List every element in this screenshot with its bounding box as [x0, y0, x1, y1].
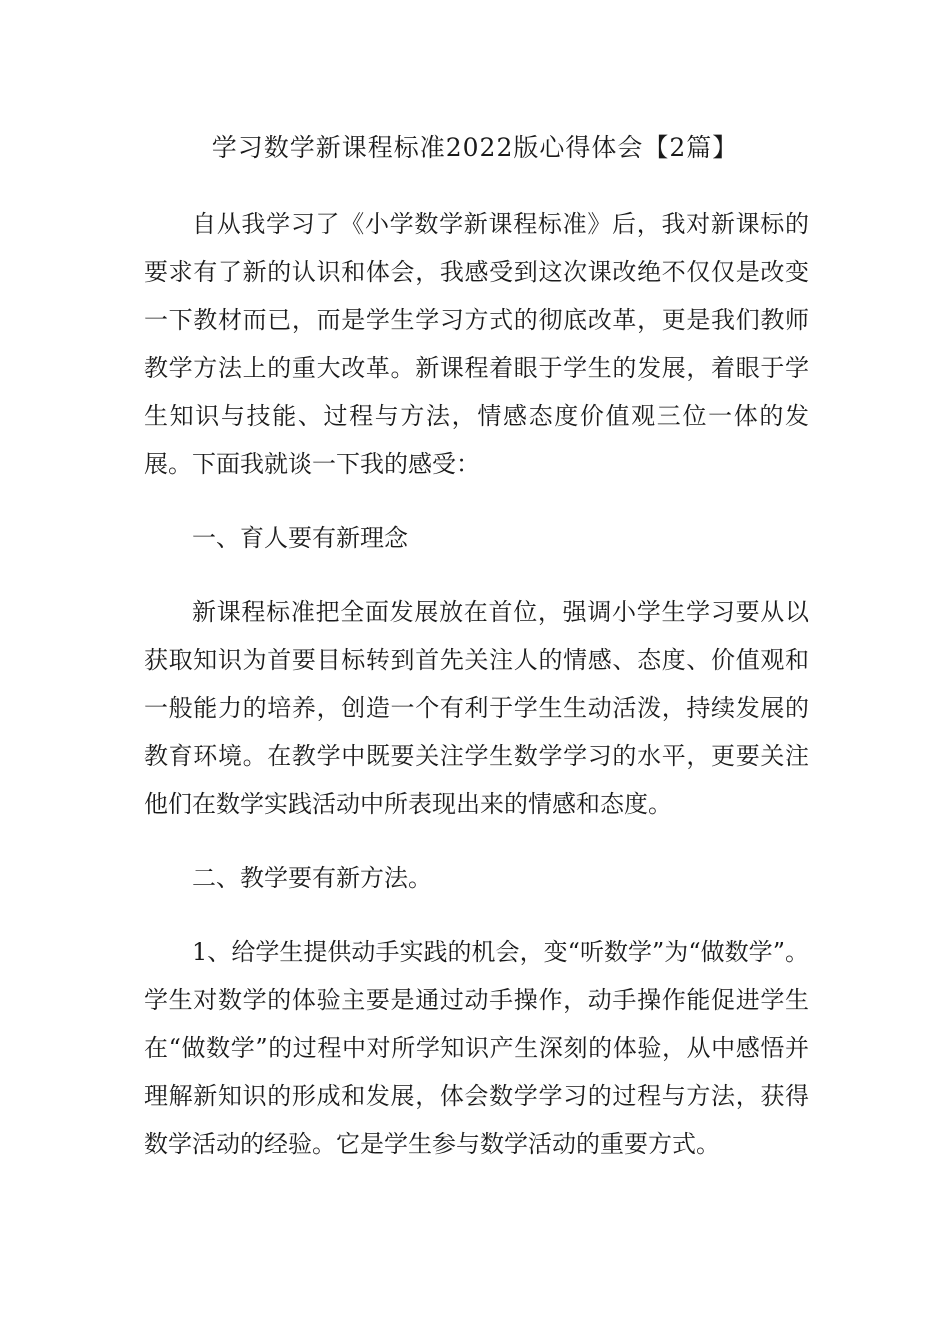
document-body — [144, 200, 809, 1194]
section-heading-1: 一、育人要有新理念 — [192, 524, 408, 552]
paragraph-section-1: 新课程标准把全面发展放在首位，强调小学生学习要从以获取知识为首要目标转到首先关注人的情感、态度、价值观和一般能力的培养，创造一个有利于学生生动活泼，持续发展的教育环境。在教学中既要关注学生数学学习的水平，更要关注他们在数学实践活动中所表现出来的情感和态度。 — [144, 598, 809, 818]
document-title: 学习数学新课程标准2022版心得体会【2篇】 — [211, 133, 739, 162]
paragraph-section-2-item-1: 1、给学生提供动手实践的机会，变“听数学”为“做数学”。学生对数学的体验主要是通过动手操作，动手操作能促进学生在“做数学”的过程中对所学知识产生深刻的体验，从中感悟并理解新知识的形成和发展，体会数学学习的过程与方法，获得数学活动的经验。它是学生参与数学活动的重要方式。 — [144, 938, 809, 1158]
section-heading-2: 二、教学要有新方法。 — [192, 864, 432, 892]
paragraph-intro: 自从我学习了《小学数学新课程标准》后，我对新课标的要求有了新的认识和体会，我感受到这次课改绝不仅仅是改变一下教材而已，而是学生学习方式的彻底改革，更是我们教师教学方法上的重大改革。新课程着眼于学生的发展，着眼于学生知识与技能、过程与方法，情感态度价值观三位一体的发展。下面我就谈一下我的感受： — [144, 210, 809, 478]
